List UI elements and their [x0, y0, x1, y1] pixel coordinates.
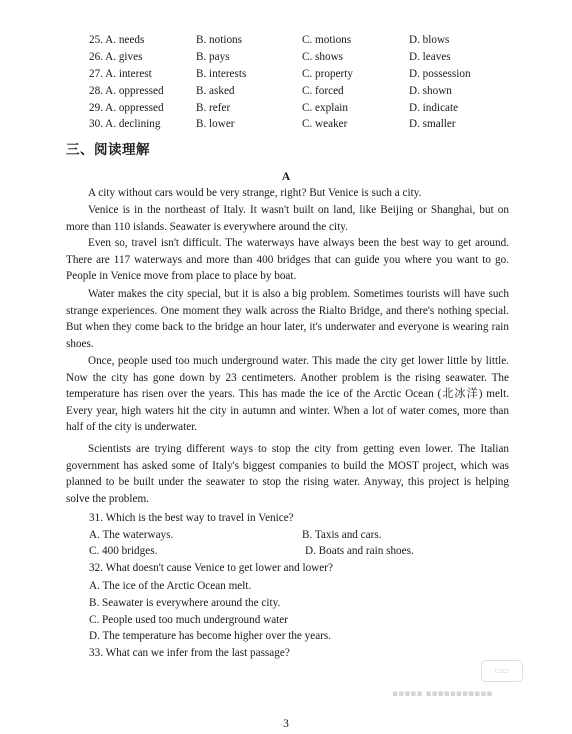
option-row-28: [89, 83, 509, 99]
question-32-option-b: B. Seawater is everywhere around the city.: [89, 597, 281, 609]
option-a: 26. A. gives: [89, 51, 143, 63]
option-row-25: [89, 32, 509, 48]
option-c: C. forced: [302, 85, 344, 97]
option-d: D. leaves: [409, 51, 451, 63]
option-d: D. shown: [409, 85, 452, 97]
option-a: 27. A. interest: [89, 68, 152, 80]
question-31-stem: 31. Which is the best way to travel in Venice?: [89, 512, 294, 524]
question-31-option-b: B. Taxis and cars.: [302, 529, 382, 541]
question-32-option-a: A. The ice of the Arctic Ocean melt.: [89, 580, 252, 592]
option-d: D. possession: [409, 68, 471, 80]
option-b: B. interests: [196, 68, 247, 80]
paragraph-3: Even so, travel isn't difficult. The waterways have always been the best way to get around. There are 117 waterways and more than 400 bridges that can guide you where you want to go. People in Venice move from place to place by boat.: [66, 237, 509, 283]
option-b: B. refer: [196, 102, 231, 114]
option-b: B. lower: [196, 118, 235, 130]
option-c: C. shows: [302, 51, 344, 63]
option-c: C. motions: [302, 34, 352, 46]
question-33-stem: 33. What can we infer from the last passage?: [89, 647, 290, 659]
option-a: 29. A. oppressed: [89, 102, 164, 114]
passage-letter: A: [281, 171, 291, 183]
page-number: 3: [283, 718, 289, 730]
option-a: 30. A. declining: [89, 118, 161, 130]
option-row-26: [89, 49, 509, 65]
question-32-option-d: D. The temperature has become higher over the years.: [89, 630, 332, 642]
option-c: C. property: [302, 68, 353, 80]
option-d: D. indicate: [409, 102, 459, 114]
paragraph-4: Water makes the city special, but it is also a big problem. Sometimes tourists will have such strange experiences. One moment they walk across the Rialto Bridge, and there's nothing special. But when they come back to the bridge an hour later, it's underwater and everyone is wearing rain shoes.: [66, 288, 509, 350]
paragraph-5: Once, people used too much underground water. This made the city get lower little by little. Now the city has gone down by 23 centimeters. Another problem is the rising seawater. The temperature has risen over the years. This has made the ice of the Arctic Ocean (北冰洋) melt. Every year, high waters hit the city in autumn and winter. When a lot of water comes, more than half of the city is underwater.: [66, 355, 509, 434]
option-d: D. blows: [409, 34, 450, 46]
question-31-option-d: D. Boats and rain shoes.: [305, 545, 414, 557]
question-32-stem: 32. What doesn't cause Venice to get lower and lower?: [89, 562, 333, 574]
option-c: C. weaker: [302, 118, 348, 130]
paragraph-6: Scientists are trying different ways to stop the city from getting even lower. The Italian government has asked some of Italy's biggest companies to build the MOST project, which was planned to be built under the seawater to stop the rising water. Anyway, this project is helping solve the problem.: [66, 443, 509, 505]
paragraph-1: A city without cars would be very strange, right? But Venice is such a city.: [88, 187, 422, 199]
question-31-option-a: A. The waterways.: [89, 529, 174, 541]
question-31-option-c: C. 400 bridges.: [89, 545, 158, 557]
watermark: ▪▪▪▪▪ ▪▪▪▪▪▪▪▪▪▪▪: [392, 689, 493, 699]
option-a: 28. A. oppressed: [89, 85, 164, 97]
paragraph-2: Venice is in the northeast of Italy. It wasn't built on land, like Beijing or Shanghai, but on more than 110 islands. Seawater is everywhere around the city.: [66, 204, 509, 233]
option-b: B. pays: [196, 51, 230, 63]
section-title: 三、阅读理解: [66, 142, 150, 158]
option-row-29: [89, 100, 509, 116]
option-c: C. explain: [302, 102, 348, 114]
option-b: B. notions: [196, 34, 243, 46]
question-32-option-c: C. People used too much underground water: [89, 614, 288, 626]
option-a: 25. A. needs: [89, 34, 145, 46]
option-row-27: [89, 66, 509, 82]
watermark-logo: ▭▭: [481, 660, 523, 682]
option-d: D. smaller: [409, 118, 456, 130]
option-row-30: [89, 116, 509, 132]
option-b: B. asked: [196, 85, 235, 97]
